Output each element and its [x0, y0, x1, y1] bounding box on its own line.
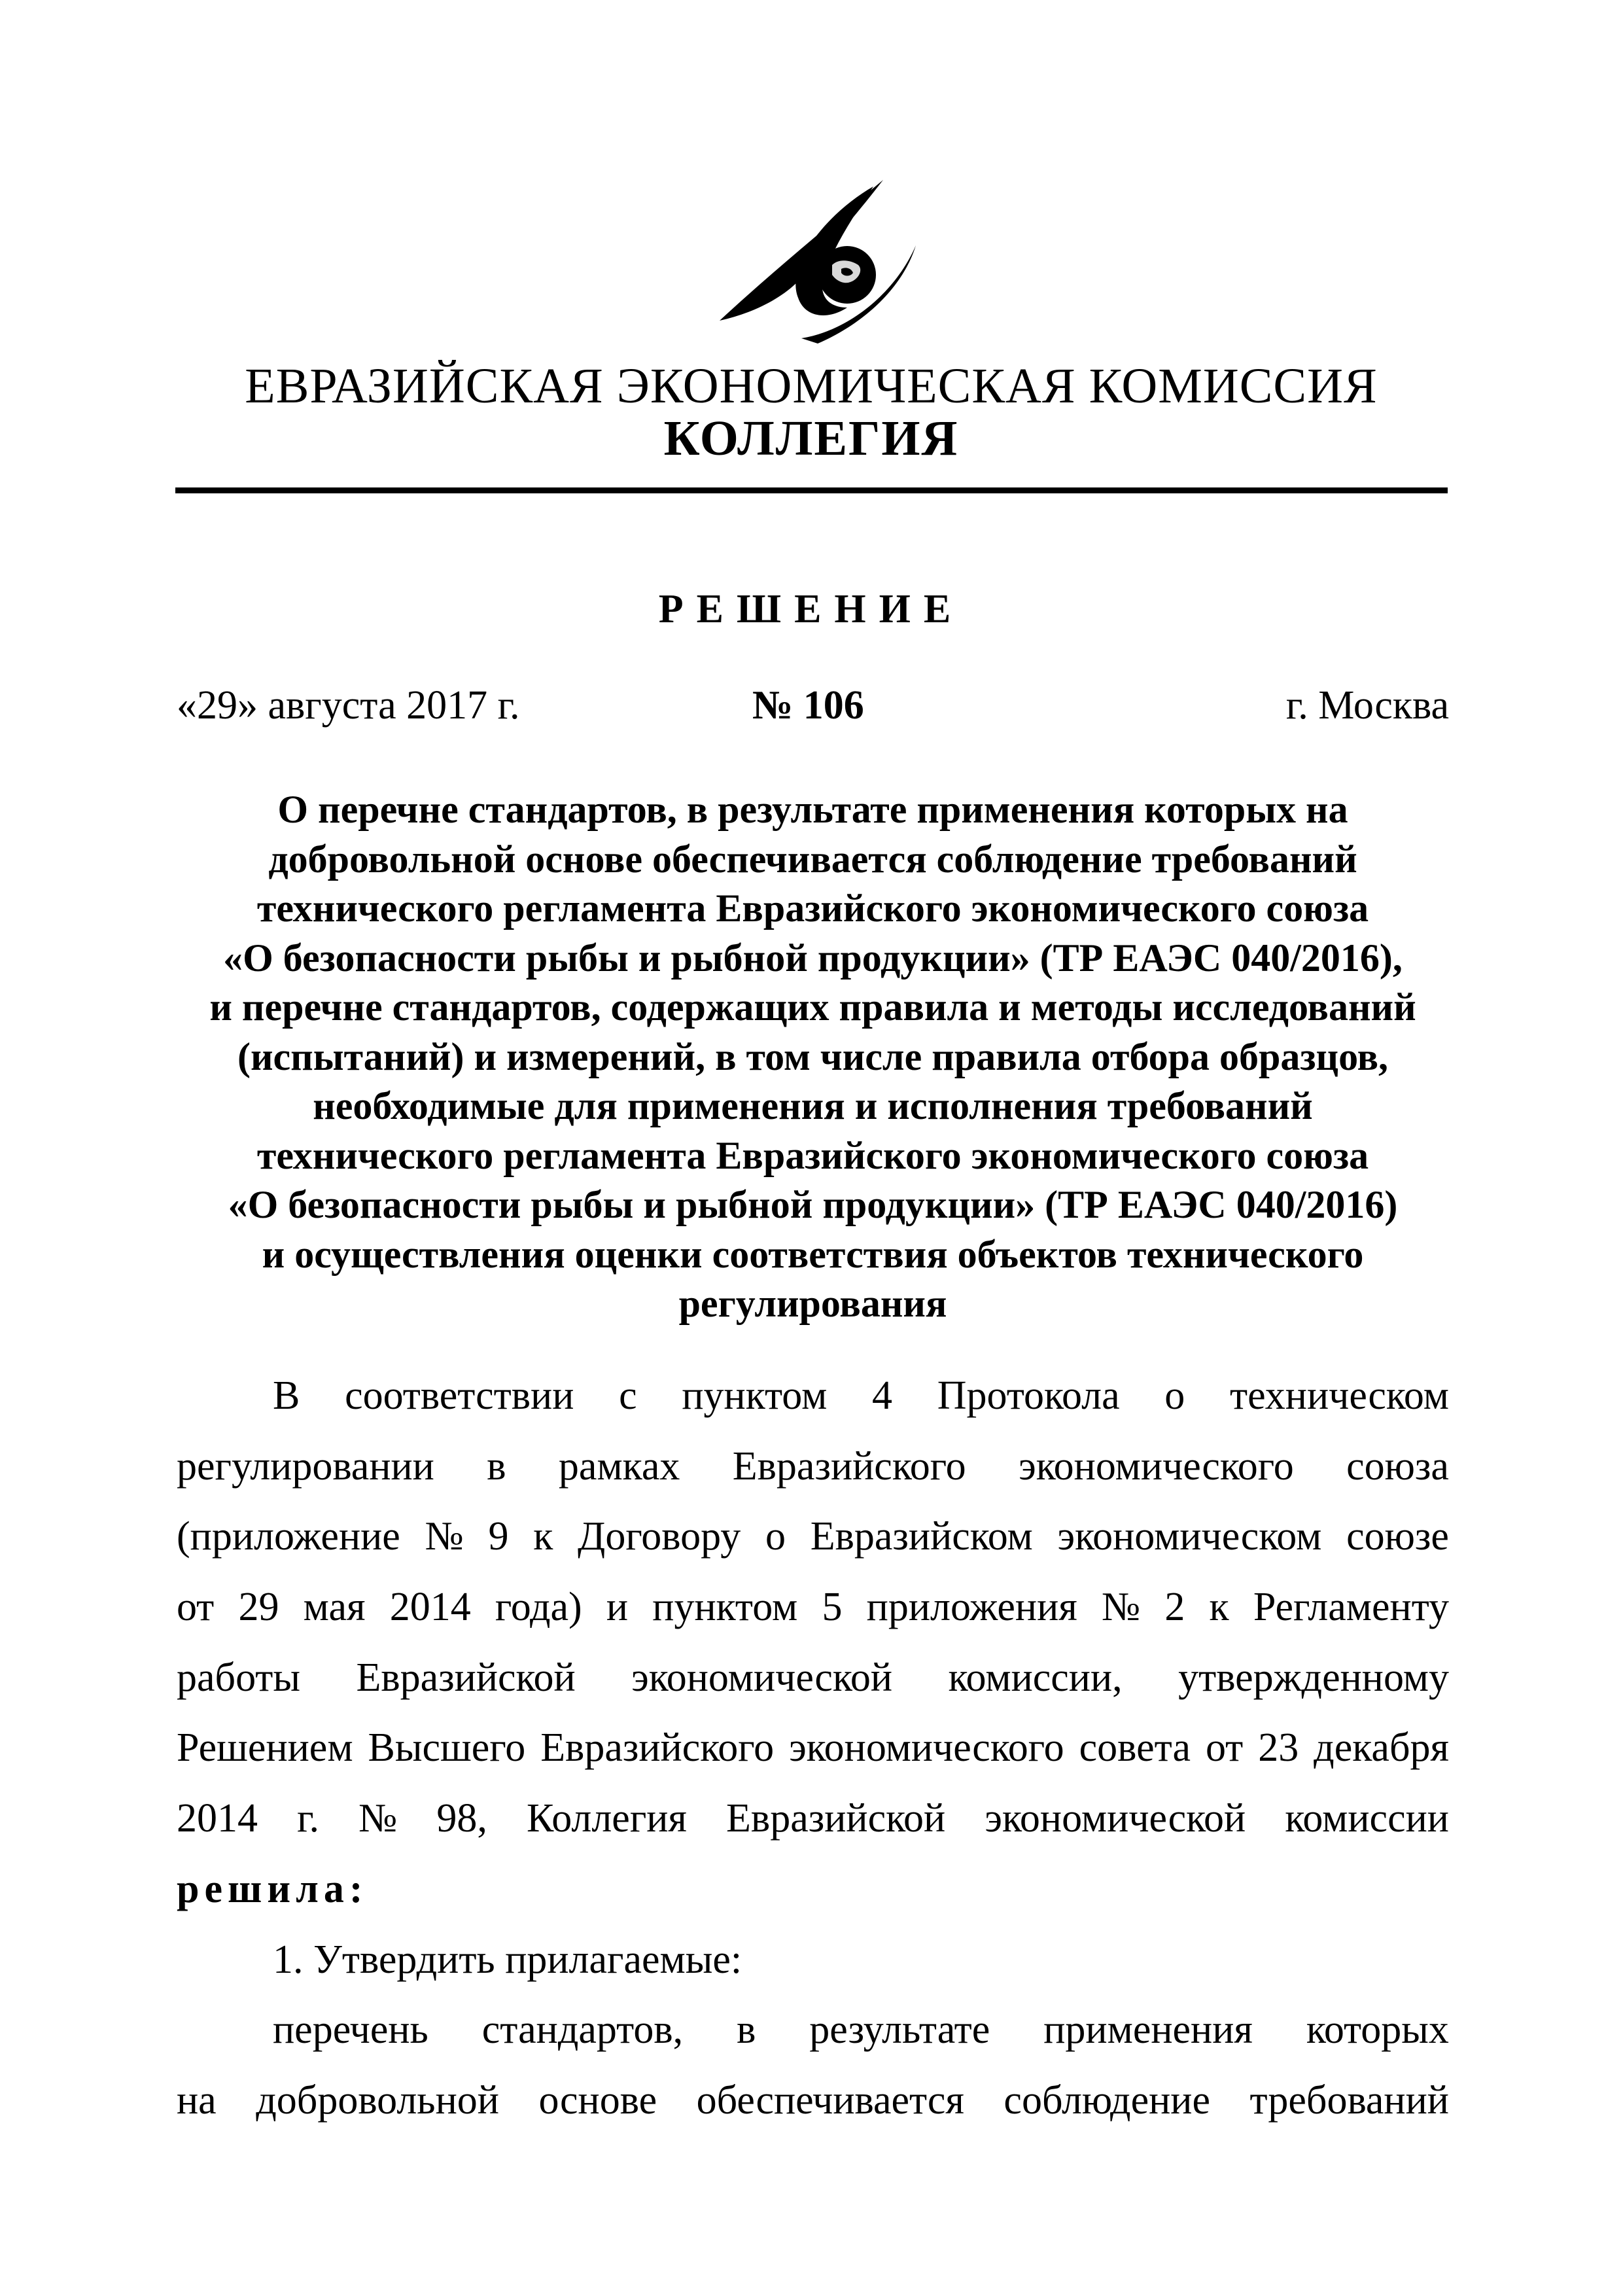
- body-word: Евразийском: [810, 1514, 1033, 1559]
- body-word: экономическом: [1057, 1514, 1322, 1559]
- body-word: перечень: [273, 2007, 428, 2053]
- body-line: [177, 1502, 1449, 1572]
- body-word: техническом: [1230, 1373, 1449, 1418]
- body-word: комиссии: [1285, 1796, 1449, 1841]
- body-word: 2: [1164, 1585, 1185, 1630]
- body-word: 9: [488, 1514, 509, 1559]
- body-word: результате: [809, 2007, 990, 2053]
- organization-body: КОЛЛЕГИЯ: [663, 411, 959, 466]
- body-word: работы: [177, 1655, 300, 1700]
- body-word: которых: [1306, 2007, 1449, 2053]
- body-word: союзе: [1346, 1514, 1449, 1559]
- resolved-text: решила:: [177, 1866, 368, 1911]
- body-word: №: [1102, 1585, 1141, 1630]
- body-line: [177, 2066, 1449, 2136]
- document-meta: [177, 680, 1449, 733]
- document-number: № 106: [752, 683, 864, 728]
- body-word: №: [358, 1796, 398, 1841]
- body-word: и: [606, 1585, 629, 1630]
- body-word: требований: [1249, 2077, 1449, 2123]
- title-line: «О безопасности рыбы и рыбной продукции» (ТР ЕАЭС 040/2016): [228, 1183, 1398, 1226]
- body-word: совета: [1079, 1725, 1191, 1771]
- title-line: регулирования: [678, 1282, 947, 1325]
- body-word: экономического: [789, 1725, 1064, 1771]
- title-line: и перечне стандартов, содержащих правила и методы исследований: [209, 985, 1416, 1029]
- body-word: от: [177, 1585, 215, 1630]
- body-word: Евразийской: [726, 1796, 946, 1841]
- body-word: 4: [872, 1373, 893, 1418]
- document-type: РЕШЕНИЕ: [658, 587, 964, 631]
- body-word: В: [273, 1373, 300, 1418]
- body-word: к: [1209, 1585, 1229, 1630]
- resolved-keyword: [177, 1854, 1449, 1925]
- body-word: №: [425, 1514, 464, 1559]
- title-line: добровольной основе обеспечивается соблюдение требований: [268, 837, 1357, 881]
- body-word: 2014: [389, 1585, 471, 1630]
- body-word: комиссии,: [948, 1655, 1123, 1700]
- title-line: (испытаний) и измерений, в том числе правила отбора образцов,: [237, 1034, 1389, 1078]
- body-word: утвержденному: [1178, 1655, 1449, 1700]
- resolution-paragraph: [177, 1995, 1449, 2136]
- body-word: стандартов,: [481, 2007, 684, 2053]
- body-word: о: [765, 1514, 786, 1559]
- eaeu-emblem-icon: [687, 167, 935, 350]
- body-word: рамках: [558, 1443, 680, 1489]
- body-line: [177, 1432, 1449, 1502]
- body-word: добровольной: [256, 2077, 499, 2123]
- document-date: «29» августа 2017 г.: [177, 683, 520, 728]
- body-word: в: [487, 1443, 506, 1489]
- title-line: «О безопасности рыбы и рыбной продукции» (ТР ЕАЭС 040/2016),: [223, 936, 1403, 980]
- body-word: 98,: [436, 1796, 487, 1841]
- body-word: на: [177, 2077, 217, 2123]
- body-word: пунктом: [652, 1585, 798, 1630]
- body-word: г.: [297, 1796, 320, 1841]
- body-word: в: [737, 2007, 756, 2053]
- body-word: Протокола: [937, 1373, 1120, 1418]
- body-word: экономического: [1019, 1443, 1294, 1489]
- body-word: года): [495, 1585, 582, 1630]
- body-line: [177, 1713, 1449, 1784]
- body-word: Евразийской: [356, 1655, 576, 1700]
- body-word: экономической: [631, 1655, 893, 1700]
- body-word: Решением: [177, 1725, 353, 1771]
- body-word: применения: [1043, 2007, 1253, 2053]
- body-word: 29: [238, 1585, 279, 1630]
- body-word: союза: [1346, 1443, 1449, 1489]
- resolution-item: 1. Утвердить прилагаемые:: [273, 1937, 742, 1982]
- body-word: с: [619, 1373, 637, 1418]
- body-word: обеспечивается: [696, 2077, 964, 2123]
- document-title: [177, 785, 1449, 1329]
- body-word: регулировании: [177, 1443, 434, 1489]
- body-word: 23: [1258, 1725, 1299, 1771]
- organization-name: ЕВРАЗИЙСКАЯ ЭКОНОМИЧЕСКАЯ КОМИССИЯ: [245, 359, 1378, 414]
- header-divider: [175, 487, 1448, 493]
- body-line: [177, 1995, 1449, 2066]
- body-line: [177, 1784, 1449, 1854]
- body-word: о: [1164, 1373, 1185, 1418]
- body-word: Высшего: [368, 1725, 526, 1771]
- body-word: экономической: [985, 1796, 1246, 1841]
- title-line: О перечне стандартов, в результате применения которых на: [277, 788, 1348, 831]
- body-word: пунктом: [682, 1373, 828, 1418]
- body-word: от: [1205, 1725, 1244, 1771]
- body-word: Коллегия: [526, 1796, 687, 1841]
- body-word: Регламенту: [1253, 1585, 1449, 1630]
- body-word: (приложение: [177, 1514, 400, 1559]
- body-line: [177, 1643, 1449, 1714]
- body-word: Евразийского: [540, 1725, 775, 1771]
- title-line: технического регламента Евразийского экономического союза: [256, 887, 1369, 930]
- body-word: приложения: [866, 1585, 1077, 1630]
- body-word: 2014: [177, 1796, 258, 1841]
- body-word: декабря: [1314, 1725, 1449, 1771]
- body-word: Евразийского: [732, 1443, 966, 1489]
- body-word: Договору: [578, 1514, 741, 1559]
- body-word: мая: [303, 1585, 366, 1630]
- body-word: соответствии: [345, 1373, 574, 1418]
- body-word: основе: [538, 2077, 657, 2123]
- title-line: необходимые для применения и исполнения требований: [313, 1084, 1313, 1127]
- preamble-paragraph: [177, 1361, 1449, 1854]
- title-line: технического регламента Евразийского экономического союза: [256, 1133, 1369, 1177]
- title-line: и осуществления оценки соответствия объектов технического: [262, 1232, 1364, 1276]
- body-word: к: [533, 1514, 553, 1559]
- document-body: [177, 1361, 1449, 2136]
- body-word: соблюдение: [1003, 2077, 1210, 2123]
- body-line: [177, 1361, 1449, 1432]
- document-city: г. Москва: [1285, 683, 1449, 728]
- body-line: [177, 1572, 1449, 1643]
- body-word: 5: [822, 1585, 843, 1630]
